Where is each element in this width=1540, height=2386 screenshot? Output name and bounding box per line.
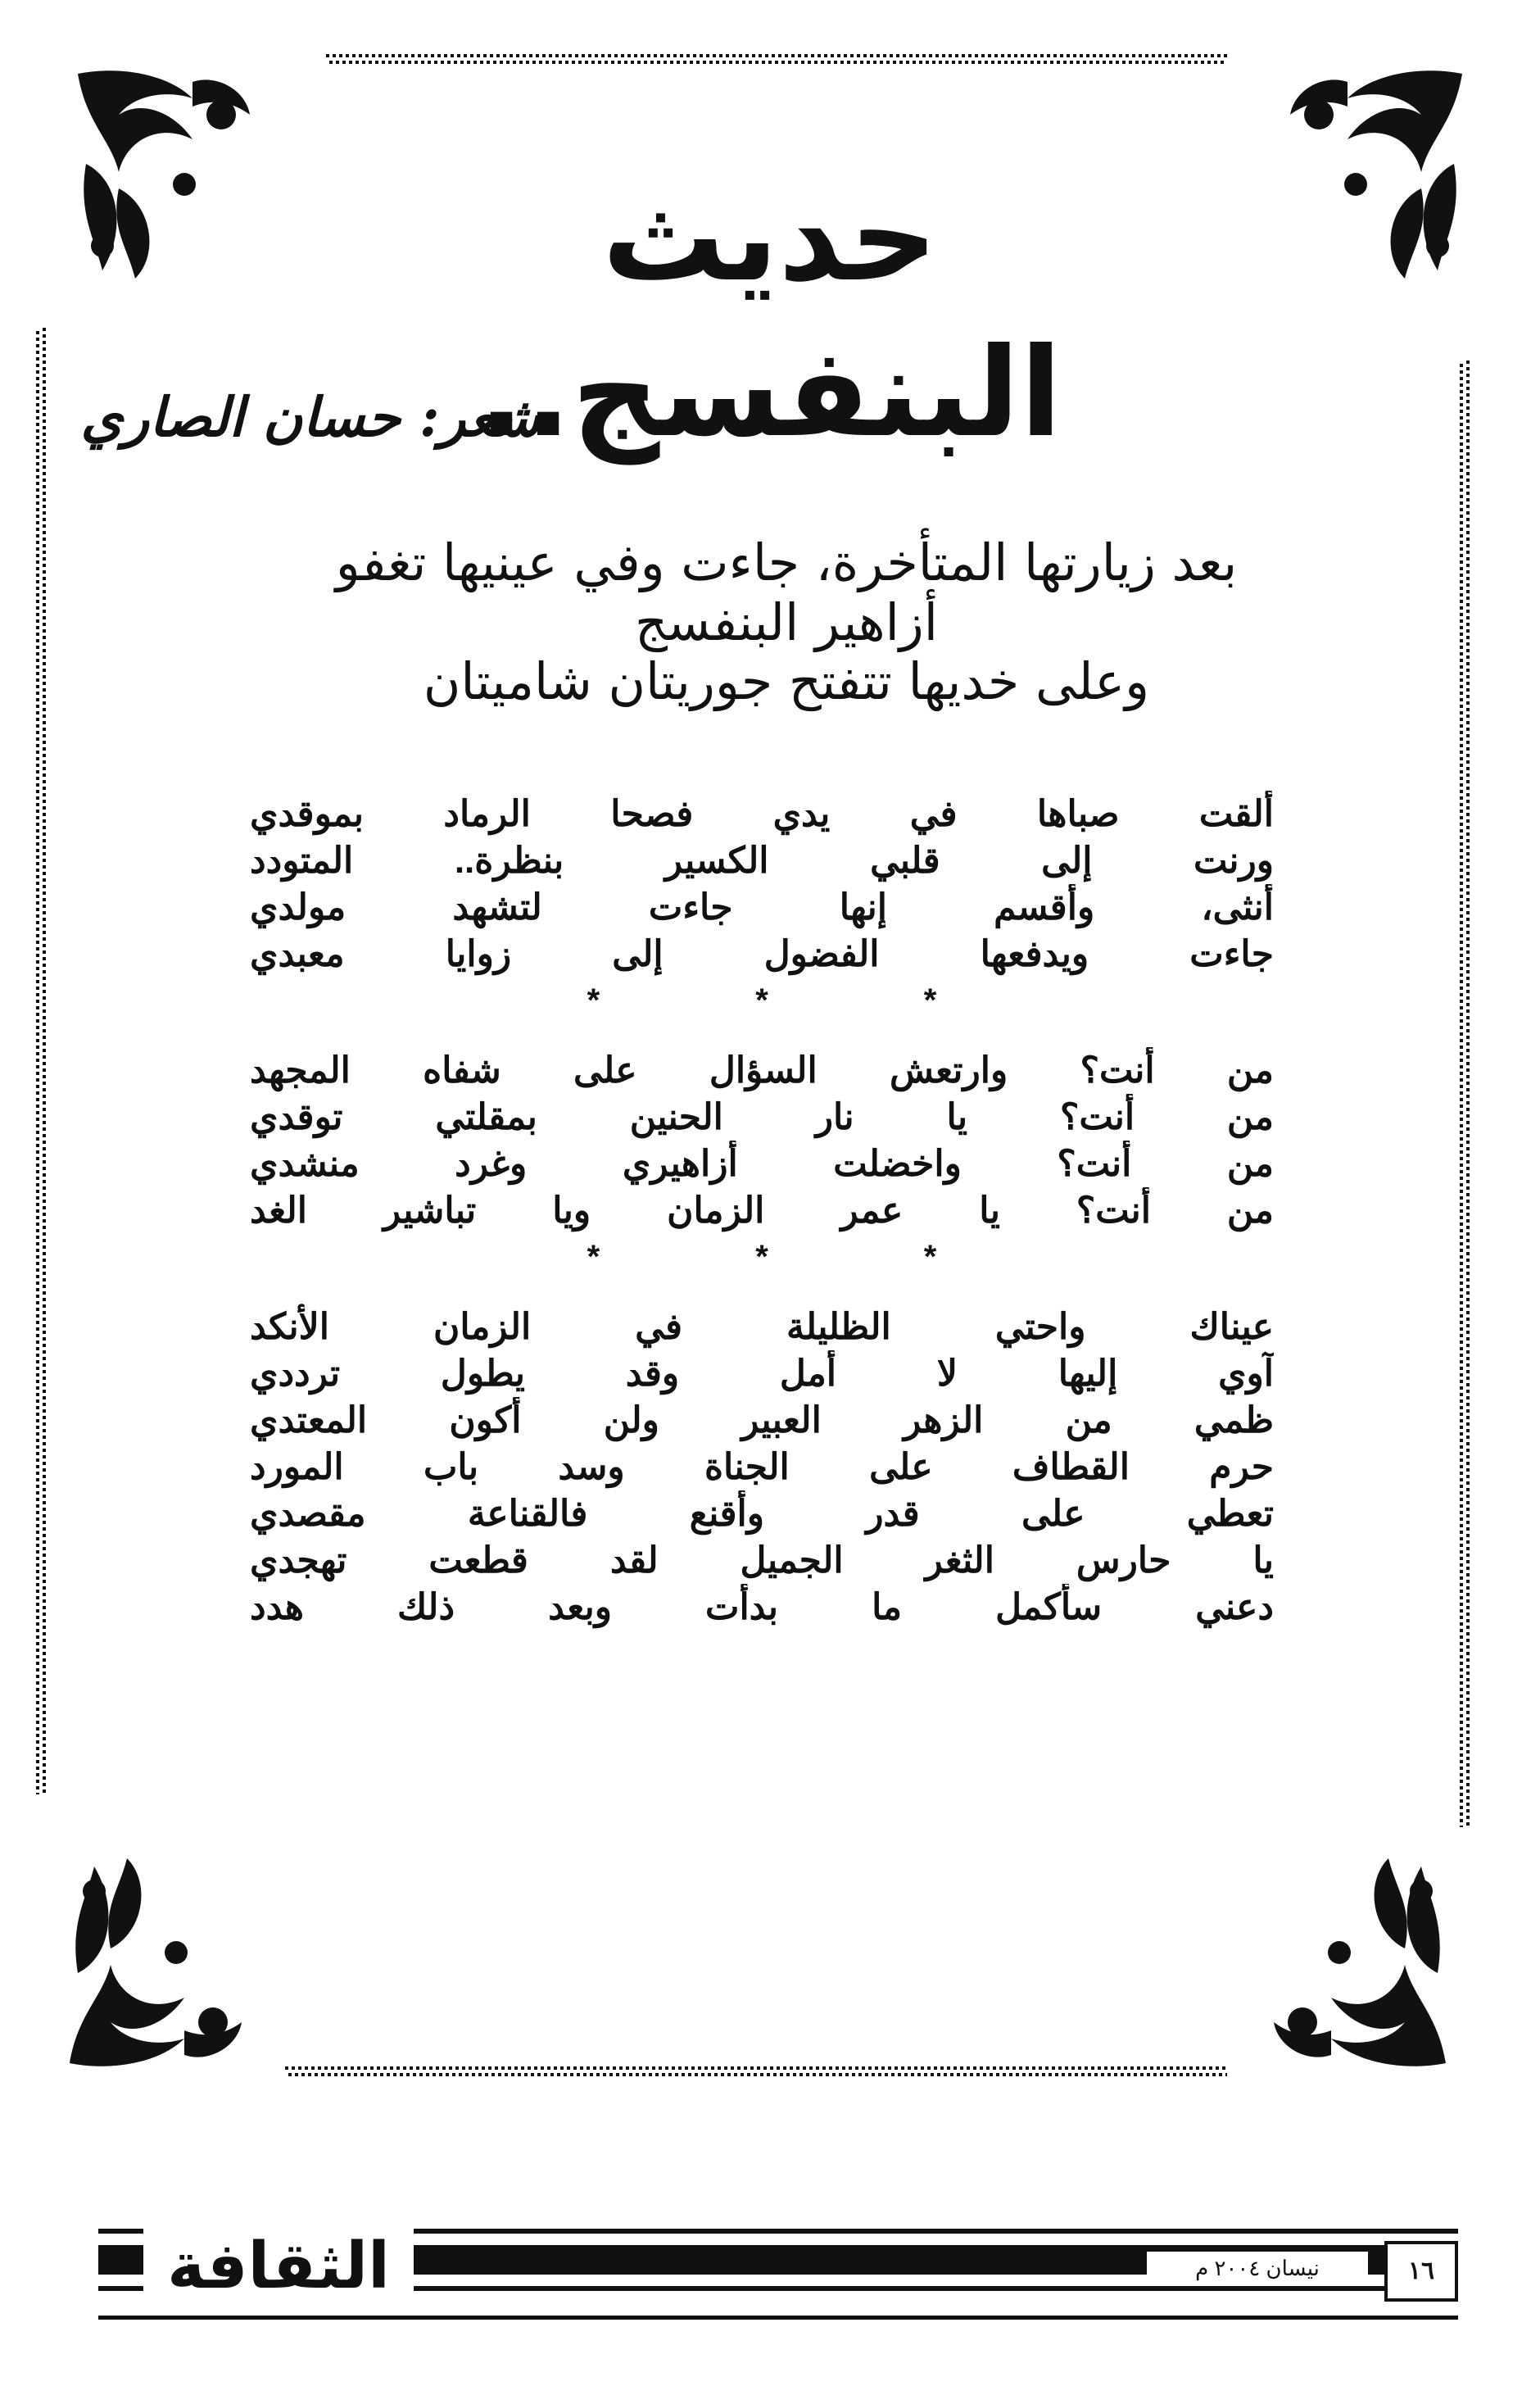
issue-date: نيسان ٢٠٠٤ م — [1147, 2252, 1368, 2284]
corner-ornament-top-left — [70, 66, 258, 287]
top-dotted-border — [326, 54, 1227, 66]
poem-line: آوي إليها لا أمل وقد يطول ترددي — [250, 1354, 1274, 1394]
poem-line: جاءت ويدفعها الفضول إلى زوايا معبدي — [250, 934, 1274, 974]
stanza-2 — [250, 1047, 1274, 1234]
stanza-3 — [250, 1304, 1274, 1631]
left-dotted-border — [36, 328, 48, 1794]
poem-line: ورنت إلى قلبي الكسير بنظرة.. المتودد — [250, 841, 1274, 881]
asterisk: * — [587, 1239, 600, 1275]
poem-line: من أنت؟ يا عمر الزمان ويا تباشير الغد — [250, 1191, 1274, 1231]
right-dotted-border — [1460, 361, 1471, 1827]
bottom-dotted-border — [285, 2066, 1227, 2078]
poem-line: يا حارس الثغر الجميل لقد قطعت تهجدي — [250, 1540, 1274, 1581]
asterisk: * — [587, 982, 600, 1018]
poem-line: من أنت؟ يا نار الحنين بمقلتي توقدي — [250, 1097, 1274, 1137]
stanza-1 — [250, 791, 1274, 978]
poem-line: حرم القطاف على الجناة وسد باب المورد — [250, 1447, 1274, 1487]
poem-line: أنثى، وأقسم إنها جاءت لتشهد مولدي — [250, 887, 1274, 928]
stanza-separator — [250, 978, 1274, 1024]
intro-line-2: وعلى خديها تتفتح جوريتان شاميتان — [423, 651, 1150, 711]
corner-ornament-top-right — [1282, 66, 1470, 287]
poem-line: تعطي على قدر وأقنع فالقناعة مقصدي — [250, 1494, 1274, 1534]
poem-line: ألقت صباها في يدي فصحا الرماد بموقدي — [250, 794, 1274, 834]
magazine-logo: الثقافة — [143, 2227, 414, 2306]
poem-line: من أنت؟ وارتعش السؤال على شفاه المجهد — [250, 1050, 1274, 1091]
asterisk: * — [755, 982, 768, 1018]
asterisk: * — [755, 1239, 768, 1275]
corner-ornament-bottom-left — [61, 1850, 250, 2071]
poem-line: دعني سأكمل ما بدأت وبعد ذلك هدد — [250, 1587, 1274, 1627]
footer-rule-bottom — [98, 2316, 1458, 2320]
poem-line: عيناك واحتي الظليلة في الزمان الأنكد — [250, 1307, 1274, 1347]
stanza-separator — [250, 1234, 1274, 1281]
poem-body — [250, 791, 1274, 1631]
page-title: حديث البنفسج.. — [478, 166, 1062, 465]
corner-ornament-bottom-right — [1266, 1850, 1454, 2071]
page-number: ١٦ — [1384, 2241, 1458, 2302]
asterisk: * — [923, 1239, 937, 1275]
intro-line-1: بعد زيارتها المتأخرة، جاءت وفي عينيها تغفو أزاهير البنفسج — [335, 533, 1238, 652]
poem-line: ظمي من الزهر العبير ولن أكون المعتدي — [250, 1400, 1274, 1440]
poem-line: من أنت؟ واخضلت أزاهيري وغرد منشدي — [250, 1144, 1274, 1184]
asterisk: * — [923, 982, 937, 1018]
author-byline: شعر: حسان الصاري — [80, 385, 541, 449]
